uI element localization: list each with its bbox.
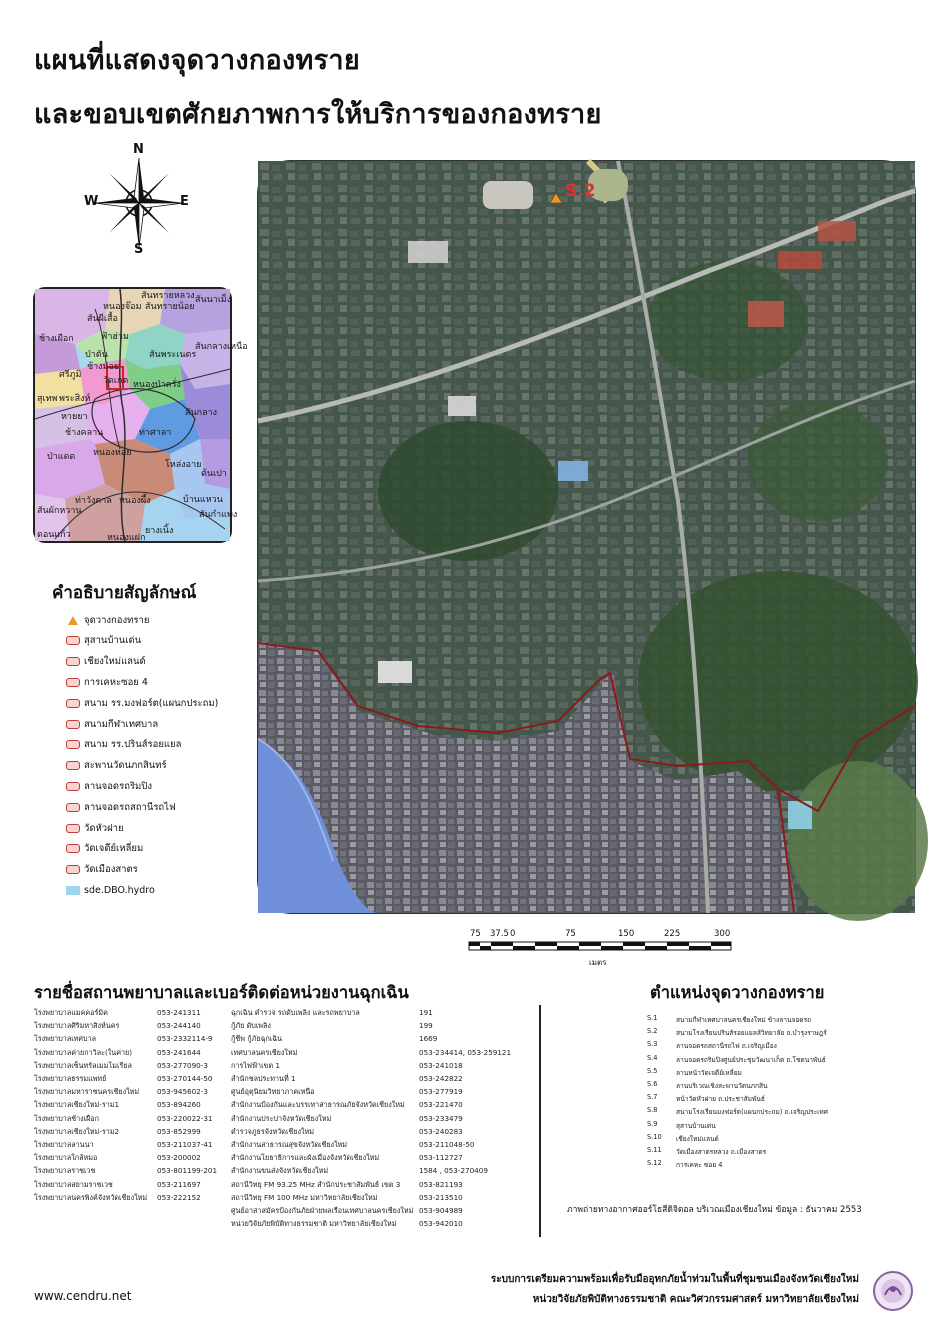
hospital-name: โรงพยาบาลศิริมหาสิงห์นคร [34, 1021, 120, 1031]
location-name: ลานบริเวณเชิงสะพานวัดนภกสิน [676, 1082, 768, 1090]
inset-district-label: หนองหอย [93, 448, 132, 458]
emergency-agency-name: สำนักงานขนส่งจังหวัดเชียงใหม่ [231, 1166, 329, 1176]
area-swatch-icon [66, 657, 80, 666]
legend-item [66, 654, 146, 670]
inset-district-label: สันผีเสื้อ [87, 314, 118, 324]
hospital-phone: 053-241311 [157, 1008, 201, 1017]
inset-district-label: หายยา [61, 412, 88, 422]
emergency-agency-name: สถานีวิทยุ FM 93.25 MHz สำนักประชาสัมพันธ์ เขต 3 [231, 1179, 401, 1189]
scale-unit: เมตร [589, 958, 607, 967]
hospital-phone: 053-241644 [157, 1047, 201, 1057]
legend-label: ลานจอดรถริมปิง [84, 780, 152, 792]
legend-item [66, 716, 158, 732]
area-swatch-icon [66, 740, 80, 749]
emergency-agency-name: ฉุกเฉิน ตำรวจ รถดับเพลิง และรถพยาบาล [231, 1008, 360, 1017]
location-name: สนามโรงเรียนมงฟอร์ต(แผนกประถม) ถ.เจริญประเทศ [676, 1108, 828, 1117]
emergency-agency-name: การไฟฟ้าเขต 1 [231, 1060, 280, 1070]
inset-district-label: ศรีภูมิ [59, 370, 82, 380]
inset-district-label: สันนาเม็ง [195, 295, 232, 305]
scale-tick-label: 150 [618, 929, 635, 939]
map-title-line2: และขอบเขตศักยภาพการให้บริการของกองทราย [34, 99, 602, 130]
hospital-phone: 053-200002 [157, 1153, 201, 1163]
scale-tick-label: 37.5 [490, 929, 509, 939]
emergency-agency-phone: 1669 [419, 1034, 438, 1044]
inset-district-label: บ้านแหวน [183, 495, 223, 505]
location-name: ลานจอดรถสถานีรถไฟ ถ.เจริญเมือง [676, 1042, 777, 1051]
inset-district-label: โหล่งอาย [165, 460, 202, 470]
inset-district-label: สันพระเนตร [149, 350, 197, 360]
emergency-agency-name: สำนักงานประปาจังหวัดเชียงใหม่ [231, 1113, 332, 1123]
hospital-name: โรงพยาบาลเชียงใหม่-ราม1 [34, 1100, 120, 1110]
emergency-agency-name: สำนักงานสาธารณสุขจังหวัดเชียงใหม่ [231, 1140, 348, 1149]
legend-item [66, 862, 138, 878]
hydro-swatch-icon [66, 886, 80, 895]
legend-label: วัดเจดีย์เหลี่ยม [84, 843, 144, 855]
legend-label: ลานจอดรถสถานีรถไฟ [84, 801, 176, 813]
hospital-name: โรงพยาบาลแมคคอร์มิค [34, 1008, 108, 1017]
emergency-agency-phone: 053-234414, 053-259121 [419, 1047, 512, 1057]
hospital-phone: 053-277090-3 [157, 1060, 208, 1070]
area-swatch-icon [66, 761, 80, 770]
hospital-name: โรงพยาบาลราชเวช [34, 1166, 96, 1176]
inset-district-label: สันทรายน้อย [145, 302, 195, 312]
inset-district-label: สันทรายหลวง [141, 291, 195, 301]
hospital-phone: 053-211697 [157, 1179, 201, 1189]
emergency-agency-name: กู้ภัย ดับเพลิง [231, 1021, 271, 1031]
inset-district-label: ดอนแก้ว [37, 530, 71, 540]
hospital-phone: 053-270144-50 [157, 1074, 213, 1083]
inset-district-label: ยางเนิ้ง [145, 526, 174, 536]
legend-item [66, 758, 167, 774]
legend-item [66, 799, 176, 815]
location-name: ลานจอดรถริมปิงศูนย์ประชุมวัฒนาเก็ต ถ.โชตนาพันธ์ [676, 1055, 826, 1064]
emergency-agency-phone: 053-942010 [419, 1219, 463, 1229]
inset-district-label: หนองป่าครั่ง [133, 380, 181, 390]
location-code: S.12 [647, 1159, 662, 1168]
footer-line2: หน่วยวิจัยภัยพิบัติทางธรรมชาติ คณะวิศวกรรมศาสตร์ มหาวิทยาลัยเชียงใหม่ [532, 1294, 859, 1305]
location-code: S.9 [647, 1119, 658, 1128]
inset-locator-map [33, 287, 248, 543]
aerial-photo-map[interactable] [257, 160, 916, 914]
hospital-name: โรงพยาบาลใกล้หมอ [34, 1153, 98, 1163]
emergency-agency-phone: 053-233479 [419, 1113, 463, 1123]
area-swatch-icon [66, 803, 80, 812]
scale-bar [468, 929, 733, 969]
aerial-map-canvas [258, 161, 915, 913]
emergency-agency-phone: 053-242822 [419, 1074, 463, 1083]
hospital-phone: 053-852999 [157, 1126, 201, 1136]
inset-district-label: พระสิงห์ [59, 394, 91, 404]
emergency-agency-name: สำนักงานโยธาธิการและผังเมืองจังหวัดเชียงใหม่ [231, 1153, 380, 1163]
emergency-agency-name: สำนักงานป้องกันและบรรเทาสาธารณภัยจังหวัดเชียงใหม่ [231, 1100, 405, 1110]
legend-label: sde.DBO.hydro [84, 884, 155, 896]
hospital-phone: 053-211037-41 [157, 1140, 213, 1149]
hospitals-title: รายชื่อสถานพยาบาลและเบอร์ติดต่อหน่วยงานฉุกเฉิน [34, 983, 409, 1002]
inset-district-label: หนองผึ้ง [119, 496, 151, 506]
scale-bar-graphic [468, 940, 733, 954]
compass-s: S [134, 242, 144, 257]
location-name: วัดเมืองสาตรหลวง ถ.เมืองสาตร [676, 1148, 767, 1156]
location-code: S.5 [647, 1066, 658, 1075]
inset-district-label: ช้างเผือก [39, 334, 74, 344]
location-name: สุสานบ้านเด่น [676, 1121, 716, 1130]
emergency-agency-name: สำนักชลประทานที่ 1 [231, 1074, 296, 1083]
inset-district-label: สันกลาง [185, 408, 218, 418]
legend-item [66, 633, 141, 649]
emergency-agency-name: สถานีวิทยุ FM 100 MHz มหาวิทยาลัยเชียงใหม่ [231, 1192, 378, 1202]
hospital-name: โรงพยาบาลนครพิงค์จังหวัดเชียงใหม่ [34, 1192, 148, 1202]
area-swatch-icon [66, 865, 80, 874]
emergency-agency-name: ศูนย์อาสาสมัครป้องกันภัยฝ่ายพลเรือนเทศบาลนครเชียงใหม่ [231, 1206, 414, 1215]
hospital-name: โรงพยาบาลค่ายกาวิละ(ในค่าย) [34, 1047, 133, 1057]
inset-district-label: ฟ้าฮ่าม [101, 332, 129, 342]
hospital-phone: 053-894260 [157, 1100, 201, 1110]
legend-item [66, 737, 181, 753]
legend-item [66, 882, 155, 898]
location-name: ลานหน้าวัดเจดีย์เหลี่ยม [676, 1068, 742, 1077]
emergency-agency-phone: 053-277919 [419, 1087, 463, 1097]
legend-label: จุดวางกองทราย [84, 614, 150, 626]
legend-label: วัดหัวฝาย [84, 822, 124, 834]
legend-label: สะพานวัดนภกสินทร์ [84, 760, 167, 772]
website-link[interactable]: www.cendru.net [34, 1289, 132, 1303]
location-code: S.2 [647, 1027, 658, 1036]
compass-n: N [133, 142, 144, 157]
area-swatch-icon [66, 782, 80, 791]
emergency-agency-phone: 191 [419, 1008, 433, 1017]
location-code: S.6 [647, 1080, 658, 1088]
hospital-name: โรงพยาบาลสยามราชเวช [34, 1179, 113, 1189]
north-arrow-compass [84, 142, 194, 258]
scale-tick-label: 225 [664, 929, 681, 939]
legend-label: สนามกีฬาเทศบาล [84, 718, 159, 730]
area-swatch-icon [66, 699, 80, 708]
emergency-agency-name: กู้ชีพ กู้ภัยฉุกเฉิน [231, 1034, 283, 1044]
area-swatch-icon [66, 720, 80, 729]
legend-title: คำอธิบายสัญลักษณ์ [52, 583, 197, 603]
photo-caption: ภาพถ่ายทางอากาศออร์โธสีดิจิตอล บริเวณเมืองเชียงใหม่ ข้อมูล : ธันวาคม 2553 [567, 1205, 862, 1215]
emergency-agency-phone: 053-821193 [419, 1179, 463, 1189]
legend-item [66, 674, 148, 690]
legend-label: การเคหะซอย 4 [84, 676, 148, 688]
hospital-phone: 053-244140 [157, 1021, 201, 1031]
location-code: S.3 [647, 1040, 658, 1049]
university-logo-icon [873, 1271, 913, 1311]
inset-district-label: ท่าวังตาล [75, 496, 112, 506]
location-code: S.4 [647, 1053, 658, 1062]
hospital-name: โรงพยาบาลเทศบาล [34, 1034, 96, 1044]
emergency-agency-phone: 053-213510 [419, 1192, 463, 1202]
hospital-name: โรงพยาบาลธรรมแพทย์ [34, 1074, 107, 1083]
legend-item [66, 612, 149, 628]
inset-district-label: ช้างคลาน [65, 428, 104, 438]
legend-label: สุสานบ้านเด่น [84, 635, 142, 647]
location-code: S.7 [647, 1093, 658, 1102]
location-code: S.10 [647, 1132, 662, 1141]
hospital-phone: 053-220022-31 [157, 1113, 213, 1123]
emergency-agency-phone: 053-241018 [419, 1060, 463, 1070]
inset-district-label: สันกำแพง [199, 510, 238, 520]
area-swatch-icon [66, 636, 80, 645]
scale-tick-label: 0 [510, 929, 516, 939]
compass-w: W [84, 194, 99, 209]
legend-item [66, 841, 143, 857]
inset-district-label: ป่าแดด [47, 452, 76, 462]
compass-e: E [180, 194, 189, 209]
legend-item [66, 695, 218, 711]
inset-district-label: สันกลางเหนือ [195, 342, 248, 352]
emergency-agency-phone: 053-240283 [419, 1126, 463, 1136]
area-swatch-icon [66, 824, 80, 833]
hospital-name: โรงพยาบาลลานนา [34, 1140, 94, 1149]
area-swatch-icon [66, 678, 80, 687]
inset-district-label: ช้างม่อย [87, 362, 120, 372]
legend-label: วัดเมืองสาตร [84, 864, 138, 876]
scale-tick-label: 75 [565, 929, 576, 939]
inset-district-label: สันผักหวาน [37, 506, 82, 516]
emergency-agency-phone: 053-112727 [419, 1153, 463, 1163]
location-name: เชียงใหม่แลนด์ [676, 1134, 719, 1143]
emergency-agency-name: หน่วยวิจัยภัยพิบัติทางธรรมชาติ มหาวิทยาลัยเชียงใหม่ [231, 1219, 397, 1229]
legend-item [66, 820, 124, 836]
hospital-phone: 053-801199-201 [157, 1166, 218, 1176]
map-title-line1: แผนที่แสดงจุดวางกองทราย [34, 45, 360, 76]
emergency-agency-name: เทศบาลนครเชียงใหม่ [231, 1047, 298, 1057]
inset-district-label: หนองจ๊อม [103, 302, 142, 312]
hospital-name: โรงพยาบาลช้างเผือก [34, 1113, 99, 1123]
scale-tick-label: 75 [470, 929, 481, 939]
emergency-agency-name: ตำรวจภูธรจังหวัดเชียงใหม่ [231, 1126, 315, 1136]
hospital-name: โรงพยาบาลมหาราชนครเชียงใหม่ [34, 1087, 140, 1097]
location-name: สนามกีฬาเทศบาลนครเชียงใหม่ ข้างลานจอดรถ [676, 1016, 812, 1024]
emergency-agency-phone: 053-211048-50 [419, 1140, 475, 1149]
locations-title: ตำแหน่งจุดวางกองทราย [650, 983, 825, 1002]
location-name: สนามโรงเรียนปรินส์รอยแยลส์วิทยาลัย ถ.บำรุงราษฎร์ [676, 1029, 827, 1038]
hospital-name: โรงพยาบาลเชียงใหม่-ราม2 [34, 1126, 120, 1136]
hospital-phone: 053-222152 [157, 1192, 201, 1202]
location-name: การเคหะ ซอย 4 [676, 1161, 723, 1170]
location-code: S.8 [647, 1106, 658, 1115]
location-code: S.1 [647, 1014, 658, 1022]
sandbag-triangle-icon [68, 616, 78, 625]
inset-district-label: ป่าตัน [85, 350, 108, 360]
inset-district-label: หนองแฝก [107, 533, 146, 543]
emergency-agency-phone: 053-221470 [419, 1100, 463, 1110]
section-divider [539, 1005, 541, 1237]
emergency-agency-phone: 199 [419, 1021, 433, 1031]
scale-tick-label: 300 [714, 929, 731, 939]
legend-label: สนาม รร.ปรินส์รอยแยล [84, 739, 182, 751]
inset-district-label: วัดเกต [103, 376, 129, 386]
legend-item [66, 778, 152, 794]
footer-line1: ระบบการเตรียมความพร้อมเพื่อรับมืออุทกภัยน้ำท่วมในพื้นที่ชุมชนเมืองจังหวัดเชียงใหม่ [490, 1274, 859, 1285]
hospital-phone: 053-2332114-9 [157, 1034, 213, 1044]
emergency-agency-phone: 053-904989 [419, 1206, 463, 1215]
emergency-agency-name: ศูนย์อุตุนิยมวิทยาภาคเหนือ [231, 1087, 315, 1097]
inset-district-label: ต้นเปา [201, 469, 227, 479]
location-code: S.11 [647, 1146, 662, 1154]
inset-district-label: ท่าศาลา [139, 428, 172, 438]
legend-label: สนาม รร.มงฟอร์ต(แผนกประถม) [84, 697, 219, 709]
inset-district-label: สุเทพ [37, 394, 58, 404]
hospital-phone: 053-945602-3 [157, 1087, 208, 1097]
sandbag-point-label: S.2 [565, 181, 596, 201]
location-name: หน้าวัดหัวฝาย ถ.ประชาสัมพันธ์ [676, 1095, 765, 1104]
legend-label: เชียงใหม่แลนด์ [84, 656, 146, 668]
hospital-name: โรงพยาบาลเซ็นทรัลเมมโมเรียล [34, 1060, 132, 1070]
emergency-agency-phone: 1584 , 053-270409 [419, 1166, 488, 1176]
area-swatch-icon [66, 844, 80, 853]
